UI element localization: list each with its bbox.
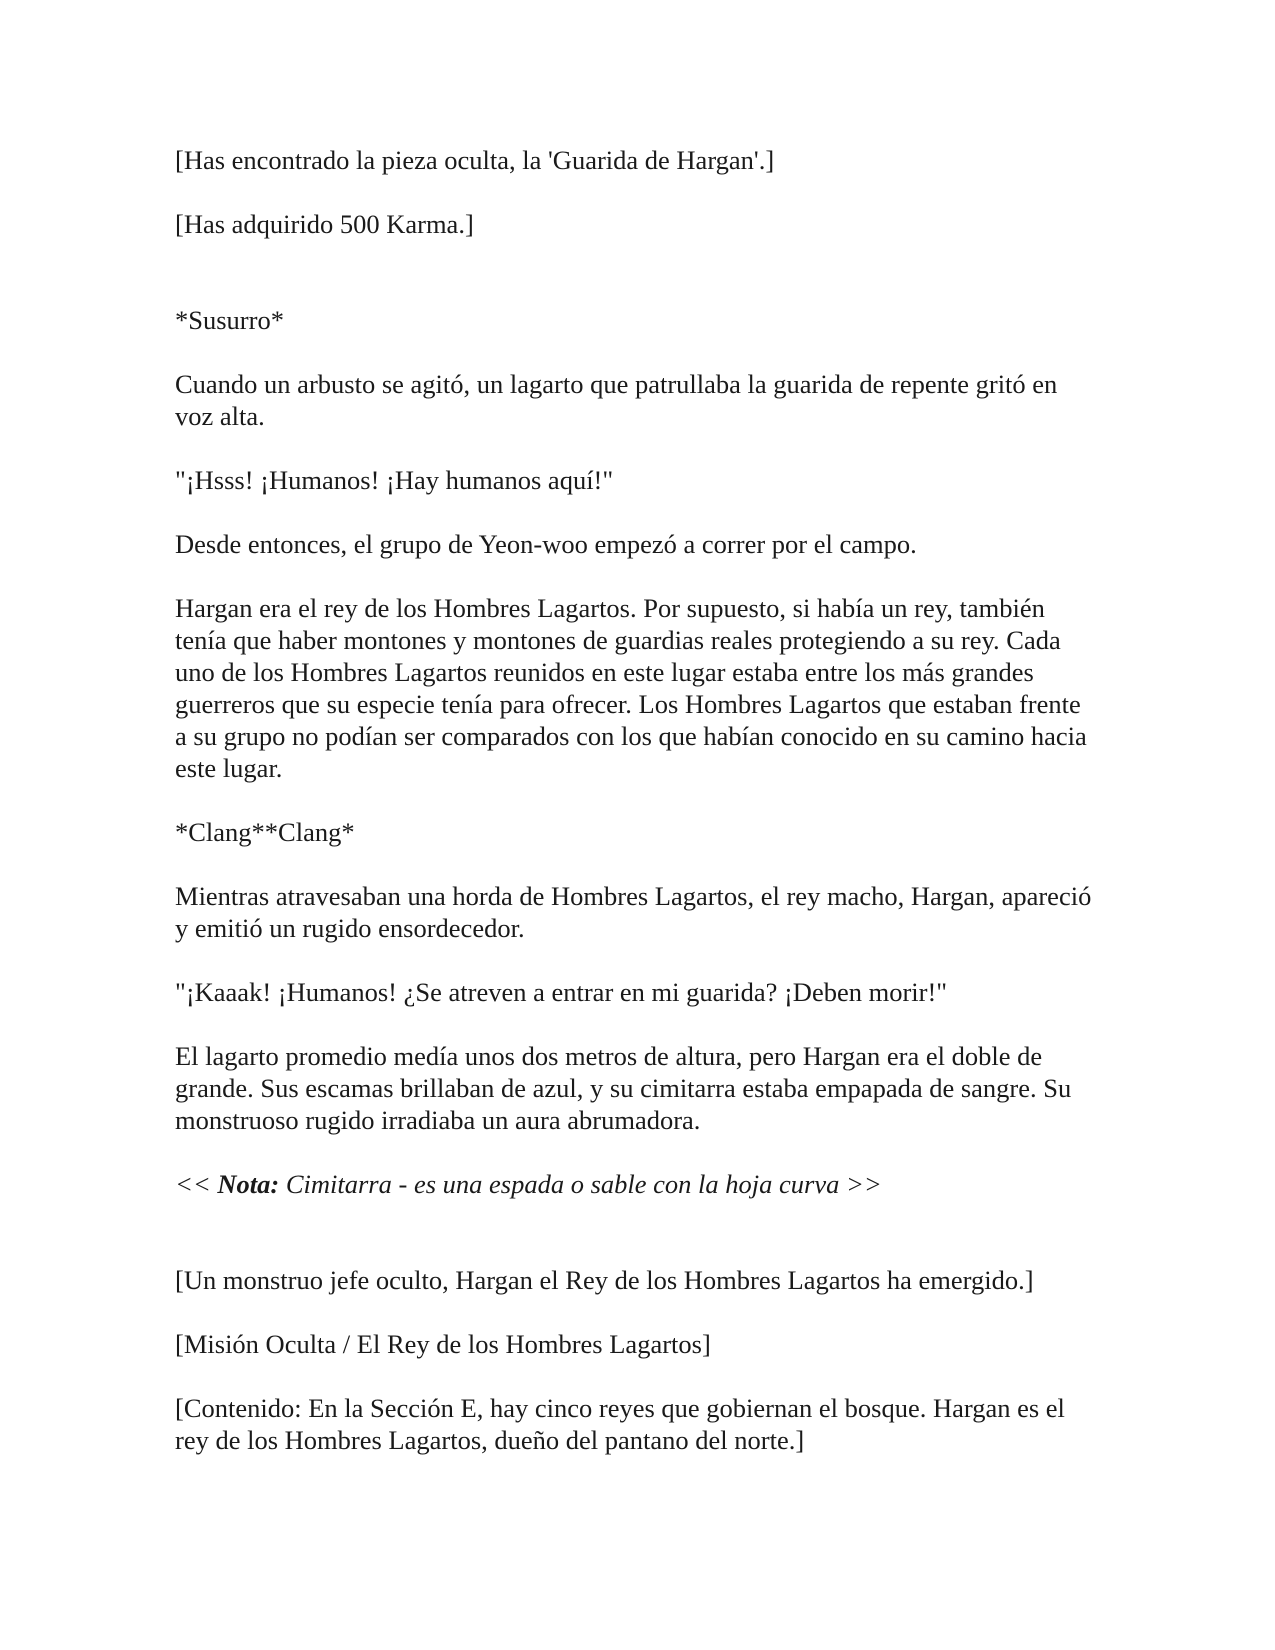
- paragraph-group-ran: Desde entonces, el grupo de Yeon-woo empezó a correr por el campo.: [175, 529, 917, 559]
- document-body: [175, 144, 1095, 1488]
- sound-effect-clang: *Clang**Clang*: [175, 817, 355, 847]
- note-text: Cimitarra - es una espada o sable con la hoja curva >>: [279, 1169, 882, 1199]
- system-message-hidden-mission: [Misión Oculta / El Rey de los Hombres Lagartos]: [175, 1329, 711, 1359]
- dialogue-humans-here: "¡Hsss! ¡Humanos! ¡Hay humanos aquí!": [175, 465, 614, 495]
- system-message-content: [Contenido: En la Sección E, hay cinco reyes que gobiernan el bosque. Hargan es el rey de los Hombres Lagartos, dueño del pantano del norte.]: [175, 1393, 1065, 1455]
- paragraph-average-lizard: El lagarto promedio medía unos dos metros de altura, pero Hargan era el doble de grande. Sus escamas brillaban de azul, y su cimitarra estaba empapada de sangre. Su monstruoso rugido irradiaba un aura abrumadora.: [175, 1041, 1072, 1135]
- dialogue-kaaak: "¡Kaaak! ¡Humanos! ¿Se atreven a entrar en mi guarida? ¡Deben morir!": [175, 977, 948, 1007]
- sound-effect-whisper: *Susurro*: [175, 305, 284, 335]
- system-message-karma: [Has adquirido 500 Karma.]: [175, 209, 474, 239]
- paragraph-horde: Mientras atravesaban una horda de Hombres Lagartos, el rey macho, Hargan, apareció y emitió un rugido ensordecedor.: [175, 881, 1092, 943]
- note-label: Nota:: [217, 1169, 280, 1199]
- paragraph-hargan-king: Hargan era el rey de los Hombres Lagartos. Por supuesto, si había un rey, también tenía que haber montones y montones de guardias reales protegiendo a su rey. Cada uno de los Hombres Lagartos reunidos en este lugar estaba entre los más grandes guerreros que su especie tenía para ofrecer. Los Hombres Lagartos que estaban frente a su grupo no podían ser comparados con los que habían conocido en su camino hacia este lugar.: [175, 593, 1087, 783]
- system-message-boss-emerged: [Un monstruo jefe oculto, Hargan el Rey de los Hombres Lagartos ha emergido.]: [175, 1265, 1034, 1295]
- note-prefix: <<: [175, 1169, 218, 1199]
- system-message-hidden-piece: [Has encontrado la pieza oculta, la 'Guarida de Hargan'.]: [175, 145, 775, 175]
- paragraph-bush-shook: Cuando un arbusto se agitó, un lagarto que patrullaba la guarida de repente gritó en voz alta.: [175, 369, 1058, 431]
- translator-note: [175, 1168, 1095, 1200]
